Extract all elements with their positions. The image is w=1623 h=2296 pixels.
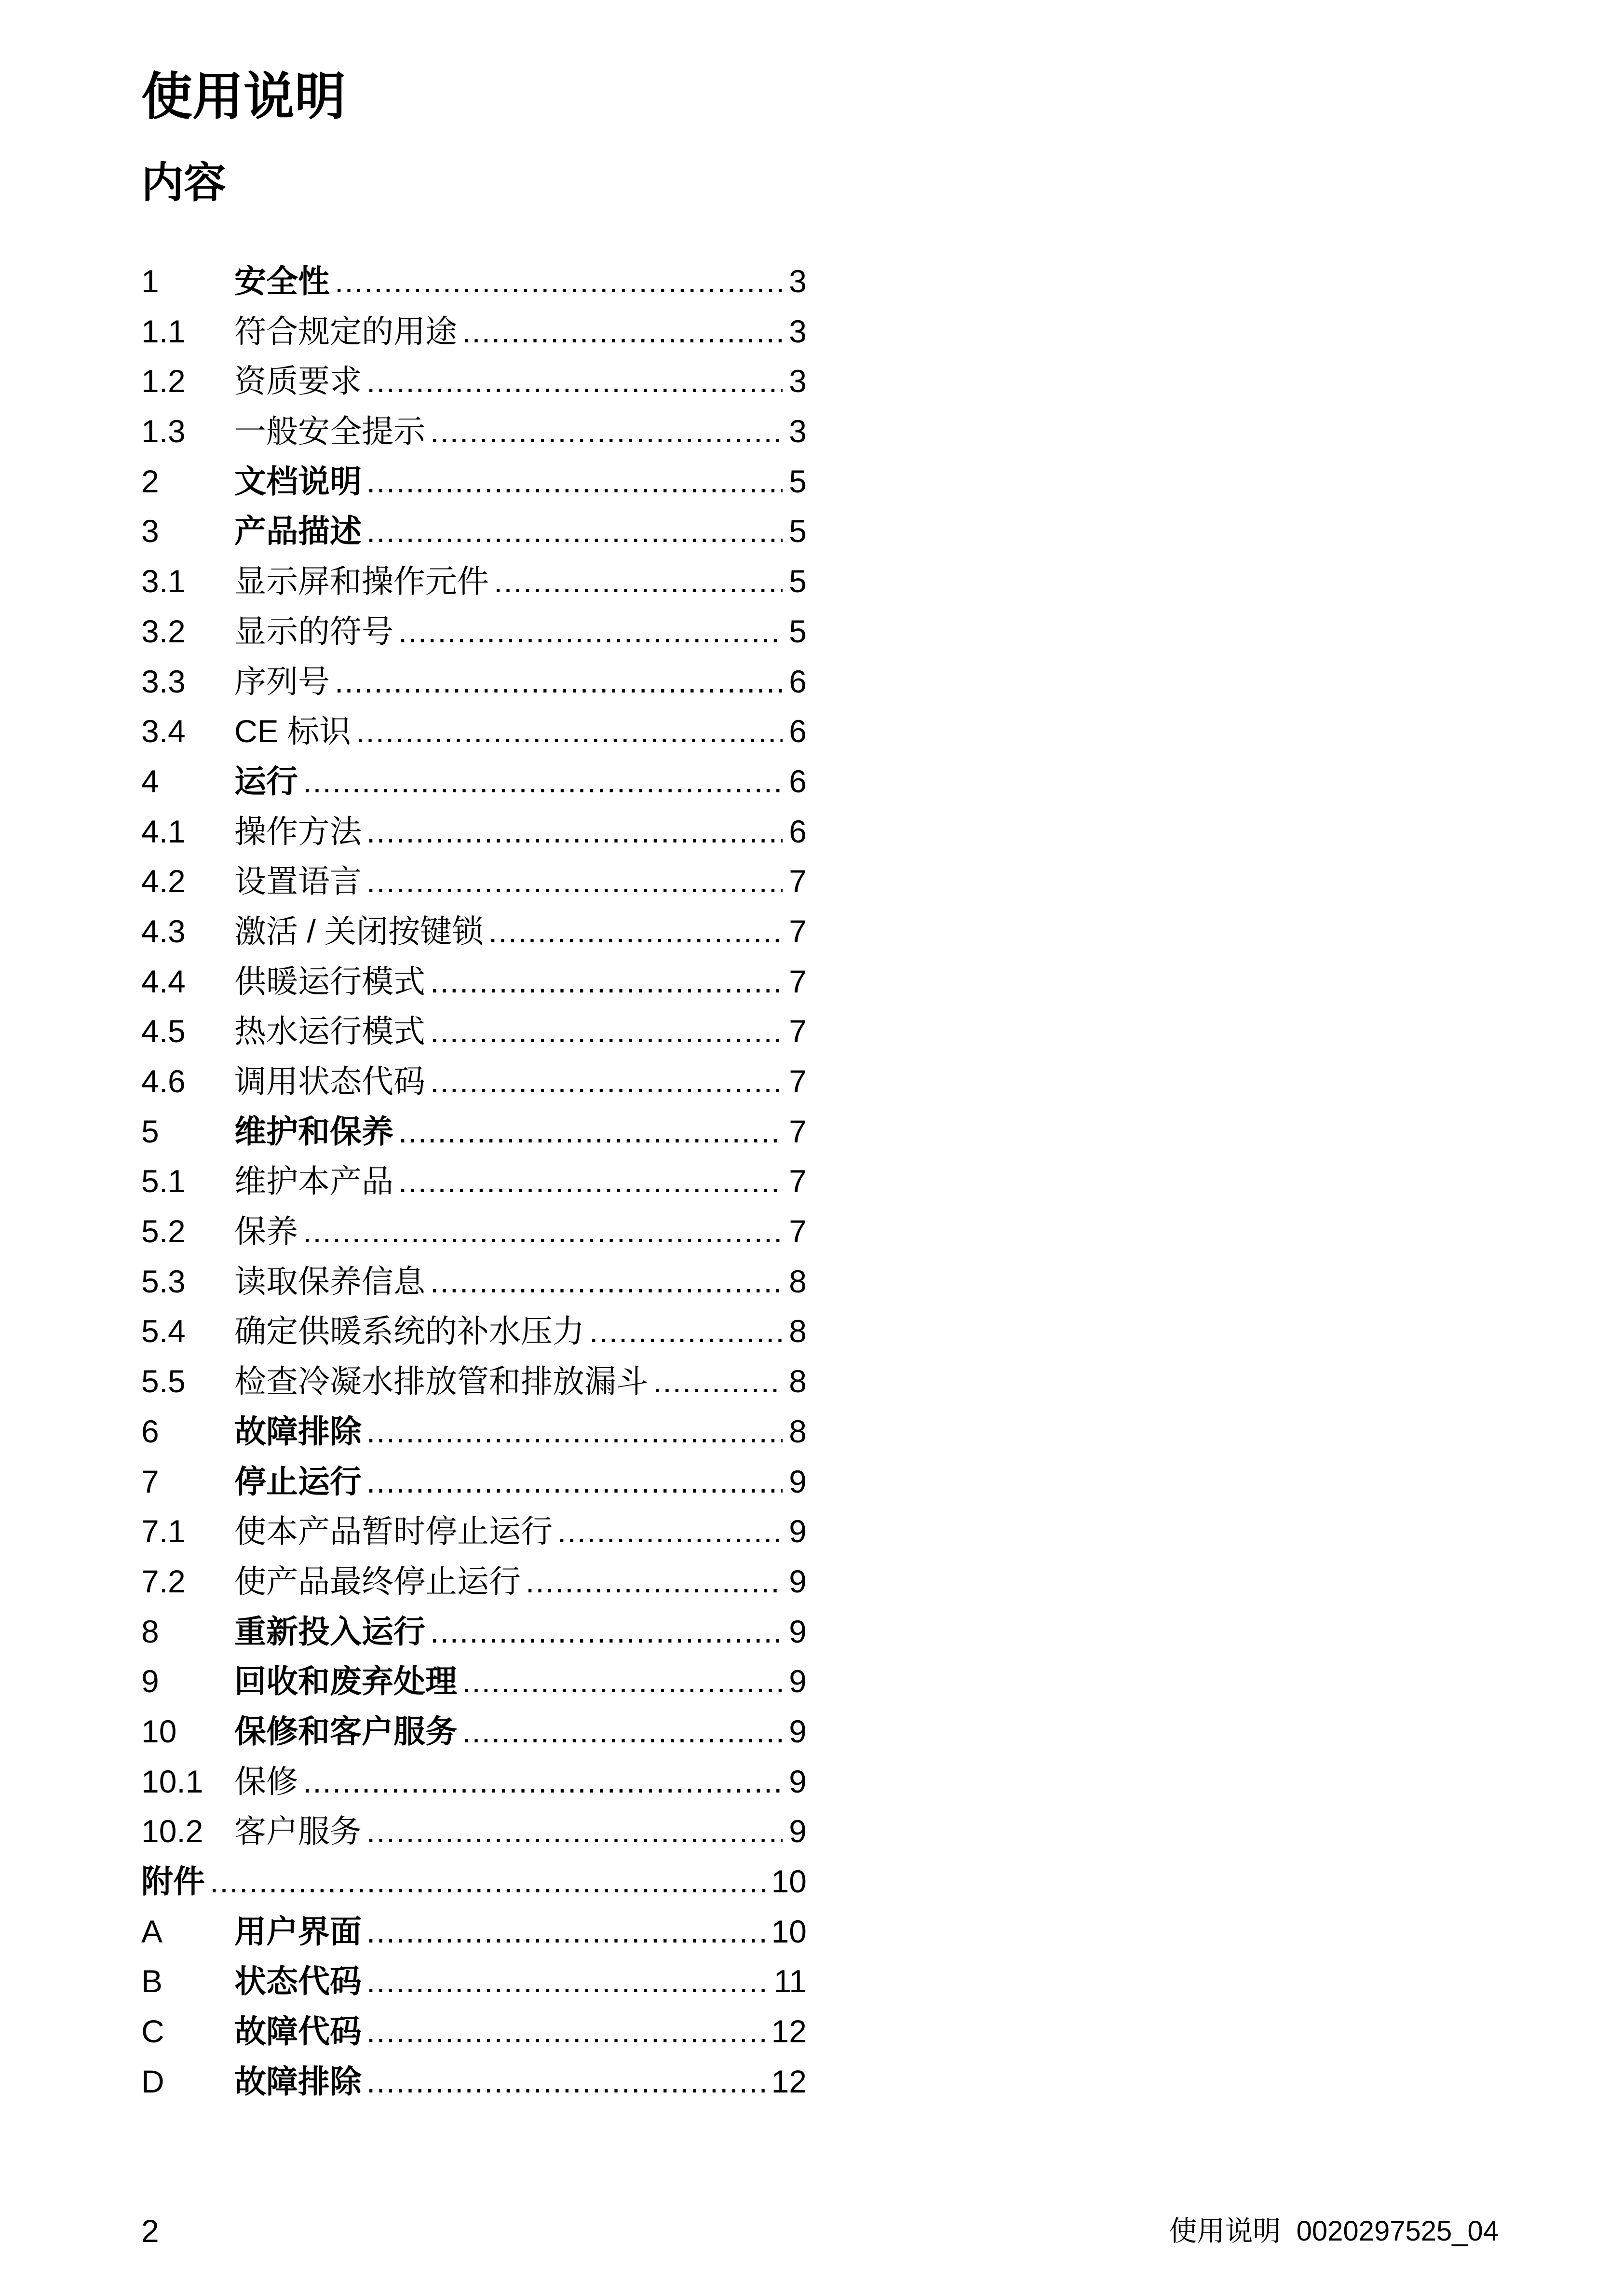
toc-page-number: 5	[789, 563, 807, 599]
toc-entry[interactable]	[141, 657, 807, 707]
toc-section-number: 2	[141, 463, 159, 499]
toc-entry-line	[234, 657, 807, 707]
toc-entry[interactable]	[141, 1257, 807, 1307]
toc-page-number: 9	[789, 1463, 807, 1499]
toc-section-title: 序列号	[234, 663, 330, 699]
toc-section-number: 4.5	[141, 1013, 186, 1049]
toc-section-number: 4.1	[141, 813, 186, 849]
toc-page-number: 7	[789, 863, 807, 899]
toc-page-number: 8	[789, 1313, 807, 1349]
toc-section-title: 回收和废弃处理	[234, 1663, 457, 1699]
toc-section-title: 操作方法	[234, 813, 362, 849]
toc-section-title: 确定供暖系统的补水压力	[234, 1313, 584, 1349]
toc-section-number: 1.3	[141, 413, 186, 449]
toc-entry-line	[234, 1257, 807, 1307]
toc-entry[interactable]	[141, 2057, 807, 2107]
table-of-contents	[141, 257, 807, 2106]
toc-section-number: B	[141, 1963, 163, 1999]
toc-section-title: 维护本产品	[234, 1163, 393, 1199]
toc-section-title: CE 标识	[234, 713, 352, 749]
toc-dot-leader	[210, 1857, 767, 1907]
toc-page-number: 8	[789, 1413, 807, 1449]
toc-page-number: 7	[789, 1013, 807, 1049]
toc-section-number: 1	[141, 263, 159, 299]
toc-entry[interactable]	[141, 356, 807, 407]
toc-dot-leader	[366, 1907, 767, 1957]
toc-section-title: 设置语言	[234, 863, 362, 899]
toc-entry[interactable]	[141, 1507, 807, 1557]
toc-entry[interactable]	[141, 1956, 807, 2007]
toc-entry[interactable]	[141, 1006, 807, 1057]
toc-dot-leader	[335, 257, 783, 307]
toc-entry[interactable]	[141, 1607, 807, 1657]
toc-entry[interactable]	[141, 1306, 807, 1357]
toc-dot-leader	[366, 1407, 783, 1457]
toc-entry-line	[234, 1156, 807, 1207]
toc-page-number: 9	[789, 1713, 807, 1749]
toc-dot-leader	[488, 907, 783, 957]
toc-page-number: 9	[789, 1663, 807, 1699]
toc-entry-line	[234, 307, 807, 357]
toc-page-number: 10	[771, 1863, 807, 1899]
toc-section-title: 保养	[234, 1213, 298, 1250]
toc-page-number: 6	[789, 663, 807, 699]
toc-entry[interactable]	[141, 1707, 807, 1757]
toc-dot-leader	[366, 2057, 767, 2107]
toc-section-number: 3.2	[141, 613, 186, 649]
toc-section-number: 5.3	[141, 1263, 186, 1299]
toc-entry-line	[234, 1557, 807, 1607]
toc-entry-line	[234, 407, 807, 457]
toc-entry-line	[234, 257, 807, 307]
toc-entry[interactable]	[141, 957, 807, 1007]
toc-section-number: 7.2	[141, 1563, 186, 1599]
footer-doc-number: 0020297525_04	[1296, 2215, 1499, 2247]
toc-page-number: 7	[789, 1113, 807, 1149]
toc-section-title: 资质要求	[234, 363, 362, 399]
toc-page-number: 3	[789, 363, 807, 399]
toc-section-title: 供暖运行模式	[234, 963, 425, 999]
toc-page-number: 8	[789, 1263, 807, 1299]
toc-entry[interactable]	[141, 506, 807, 557]
toc-page-number: 7	[789, 963, 807, 999]
toc-entry-line	[234, 856, 807, 907]
toc-section-title: 调用状态代码	[234, 1063, 425, 1099]
toc-dot-leader	[335, 657, 783, 707]
toc-section-title: 保修和客户服务	[234, 1713, 457, 1749]
toc-entry[interactable]	[141, 1057, 807, 1107]
toc-dot-leader	[303, 757, 783, 807]
toc-section-title: 显示屏和操作元件	[234, 563, 489, 599]
toc-section-number: A	[141, 1913, 163, 1949]
toc-entry[interactable]	[141, 1357, 807, 1407]
toc-section-number: 3.4	[141, 713, 186, 749]
toc-page-number: 9	[789, 1613, 807, 1649]
toc-entry[interactable]	[141, 757, 807, 807]
toc-dot-leader	[366, 2007, 767, 2057]
toc-section-title: 文档说明	[234, 463, 362, 499]
toc-entry-line	[234, 1907, 807, 1957]
toc-section-title: 显示的符号	[234, 613, 393, 649]
toc-dot-leader	[430, 1057, 783, 1107]
toc-page-number: 3	[789, 263, 807, 299]
toc-section-title: 附件	[141, 1863, 205, 1899]
footer-document-id	[1169, 2217, 1499, 2245]
toc-entry-line	[234, 1107, 807, 1157]
toc-entry-line	[234, 1807, 807, 1857]
toc-section-title: 维护和保养	[234, 1113, 393, 1149]
toc-entry[interactable]	[141, 557, 807, 607]
toc-page-number: 9	[789, 1813, 807, 1849]
toc-entry-line	[234, 1357, 807, 1407]
toc-dot-leader	[462, 1657, 783, 1707]
toc-page-number: 8	[789, 1363, 807, 1399]
toc-entry[interactable]	[141, 257, 807, 307]
toc-entry-line	[234, 607, 807, 657]
toc-dot-leader	[356, 706, 783, 757]
toc-entry-line	[234, 1757, 807, 1807]
toc-entry[interactable]	[141, 1757, 807, 1807]
toc-section-number: 10.1	[141, 1763, 203, 1799]
toc-entry-line	[234, 1956, 807, 2007]
toc-dot-leader	[430, 1607, 783, 1657]
toc-entry-line	[234, 457, 807, 507]
toc-page-number: 7	[789, 1063, 807, 1099]
toc-entry[interactable]	[141, 1557, 807, 1607]
toc-section-number: 1.1	[141, 313, 186, 349]
toc-page-number: 7	[789, 1213, 807, 1250]
toc-entry[interactable]	[141, 856, 807, 907]
toc-page-number: 6	[789, 763, 807, 799]
toc-section-number: 8	[141, 1613, 159, 1649]
toc-entry-line	[234, 1207, 807, 1257]
toc-section-title: 使产品最终停止运行	[234, 1563, 521, 1599]
toc-page-number: 9	[789, 1513, 807, 1549]
toc-page-number: 5	[789, 613, 807, 649]
toc-entry-line	[234, 557, 807, 607]
toc-section-number: 4.3	[141, 913, 186, 949]
toc-page-number: 5	[789, 513, 807, 549]
toc-dot-leader	[430, 1006, 783, 1057]
toc-section-title: 客户服务	[234, 1813, 362, 1849]
toc-dot-leader	[462, 307, 783, 357]
toc-section-title: 用户界面	[234, 1913, 362, 1949]
toc-section-number: 4.4	[141, 963, 186, 999]
toc-entry[interactable]	[141, 1156, 807, 1207]
toc-section-title: 符合规定的用途	[234, 313, 457, 349]
toc-page-number: 9	[789, 1563, 807, 1599]
toc-dot-leader	[366, 356, 783, 407]
toc-section-number: 5.1	[141, 1163, 186, 1199]
toc-entry[interactable]	[141, 2007, 807, 2057]
toc-section-title: 故障排除	[234, 2063, 362, 2099]
toc-section-number: 5.4	[141, 1313, 186, 1349]
toc-dot-leader	[366, 1956, 769, 2007]
toc-dot-leader	[430, 957, 783, 1007]
toc-dot-leader	[366, 807, 783, 857]
toc-page-number: 6	[789, 713, 807, 749]
toc-dot-leader	[366, 506, 783, 557]
toc-section-title: 一般安全提示	[234, 413, 425, 449]
toc-entry-line	[234, 706, 807, 757]
toc-dot-leader	[462, 1707, 783, 1757]
toc-entry-line	[234, 1607, 807, 1657]
toc-section-title: 状态代码	[234, 1963, 362, 1999]
toc-entry-line	[234, 1057, 807, 1107]
toc-dot-leader	[366, 1457, 783, 1507]
toc-page-number: 7	[789, 1163, 807, 1199]
toc-entry[interactable]	[141, 407, 807, 457]
toc-dot-leader	[366, 856, 783, 907]
toc-dot-leader	[653, 1357, 783, 1407]
toc-section-number: 10.2	[141, 1813, 203, 1849]
toc-section-number: 9	[141, 1663, 159, 1699]
toc-entry-line	[234, 1457, 807, 1507]
toc-section-number: 5	[141, 1113, 159, 1149]
footer-doc-label: 使用说明	[1169, 2215, 1281, 2247]
toc-page-number: 9	[789, 1763, 807, 1799]
toc-entry[interactable]	[141, 706, 807, 757]
toc-section-number: 3	[141, 513, 159, 549]
toc-page-number: 12	[771, 2013, 807, 2050]
toc-page-number: 5	[789, 463, 807, 499]
toc-entry-line	[234, 1657, 807, 1707]
toc-page-number: 3	[789, 313, 807, 349]
toc-section-number: 7	[141, 1463, 159, 1499]
toc-section-number: C	[141, 2013, 164, 2050]
toc-entry-line	[234, 506, 807, 557]
toc-dot-leader	[557, 1507, 783, 1557]
toc-section-title: 产品描述	[234, 513, 362, 549]
toc-section-title: 故障代码	[234, 2013, 362, 2050]
toc-dot-leader	[366, 457, 783, 507]
toc-entry-line	[141, 1857, 807, 1907]
toc-entry-line	[234, 356, 807, 407]
toc-entry[interactable]	[141, 1457, 807, 1507]
toc-section-number: 6	[141, 1413, 159, 1449]
contents-heading: 内容	[141, 159, 227, 206]
toc-section-number: D	[141, 2063, 164, 2099]
toc-section-number: 5.2	[141, 1213, 186, 1250]
toc-section-title: 读取保养信息	[234, 1263, 425, 1299]
toc-entry-line	[234, 807, 807, 857]
toc-page-number: 12	[771, 2063, 807, 2099]
toc-section-number: 3.1	[141, 563, 186, 599]
toc-page-number: 10	[771, 1913, 807, 1949]
toc-dot-leader	[366, 1807, 783, 1857]
toc-dot-leader	[494, 557, 783, 607]
toc-page-number: 6	[789, 813, 807, 849]
toc-section-title: 重新投入运行	[234, 1613, 425, 1649]
toc-entry[interactable]	[141, 1807, 807, 1857]
toc-entry-line	[234, 1006, 807, 1057]
toc-section-title: 保修	[234, 1763, 298, 1799]
toc-dot-leader	[430, 407, 783, 457]
toc-entry[interactable]	[141, 1857, 807, 1907]
toc-entry[interactable]	[141, 1407, 807, 1457]
toc-section-title: 安全性	[234, 263, 330, 299]
page-title: 使用说明	[141, 68, 346, 125]
toc-entry-line	[234, 2007, 807, 2057]
toc-dot-leader	[303, 1757, 783, 1807]
toc-section-number: 3.3	[141, 663, 186, 699]
toc-page-number: 3	[789, 413, 807, 449]
toc-dot-leader	[398, 607, 783, 657]
toc-entry-line	[234, 1507, 807, 1557]
toc-dot-leader	[589, 1306, 783, 1357]
toc-entry-line	[234, 1407, 807, 1457]
toc-entry[interactable]	[141, 307, 807, 357]
toc-page-number: 7	[789, 913, 807, 949]
toc-section-number: 7.1	[141, 1513, 186, 1549]
toc-entry[interactable]	[141, 607, 807, 657]
toc-entry-line	[234, 1707, 807, 1757]
toc-entry[interactable]	[141, 807, 807, 857]
toc-entry-line	[234, 1306, 807, 1357]
toc-section-title: 停止运行	[234, 1463, 362, 1499]
toc-dot-leader	[303, 1207, 783, 1257]
toc-section-title: 检查冷凝水排放管和排放漏斗	[234, 1363, 648, 1399]
toc-section-number: 4.2	[141, 863, 186, 899]
toc-dot-leader	[398, 1156, 783, 1207]
toc-entry[interactable]	[141, 907, 807, 957]
toc-entry[interactable]	[141, 1207, 807, 1257]
toc-entry-line	[234, 957, 807, 1007]
toc-entry[interactable]	[141, 1657, 807, 1707]
toc-section-number: 4.6	[141, 1063, 186, 1099]
toc-entry[interactable]	[141, 1907, 807, 1957]
toc-section-number: 10	[141, 1713, 177, 1749]
toc-section-title: 激活 / 关闭按键锁	[234, 913, 484, 949]
toc-entry-line	[234, 757, 807, 807]
toc-section-number: 4	[141, 763, 159, 799]
toc-section-title: 使本产品暂时停止运行	[234, 1513, 553, 1549]
toc-entry[interactable]	[141, 457, 807, 507]
footer-page-number: 2	[141, 2213, 159, 2249]
toc-section-title: 故障排除	[234, 1413, 362, 1449]
toc-dot-leader	[398, 1107, 783, 1157]
toc-section-number: 1.2	[141, 363, 186, 399]
toc-section-title: 热水运行模式	[234, 1013, 425, 1049]
toc-entry-line	[234, 907, 807, 957]
toc-section-title: 运行	[234, 763, 298, 799]
toc-dot-leader	[526, 1557, 783, 1607]
toc-section-number: 5.5	[141, 1363, 186, 1399]
toc-page-number: 11	[773, 1963, 807, 1999]
toc-entry[interactable]	[141, 1107, 807, 1157]
toc-entry-line	[234, 2057, 807, 2107]
toc-dot-leader	[430, 1257, 783, 1307]
